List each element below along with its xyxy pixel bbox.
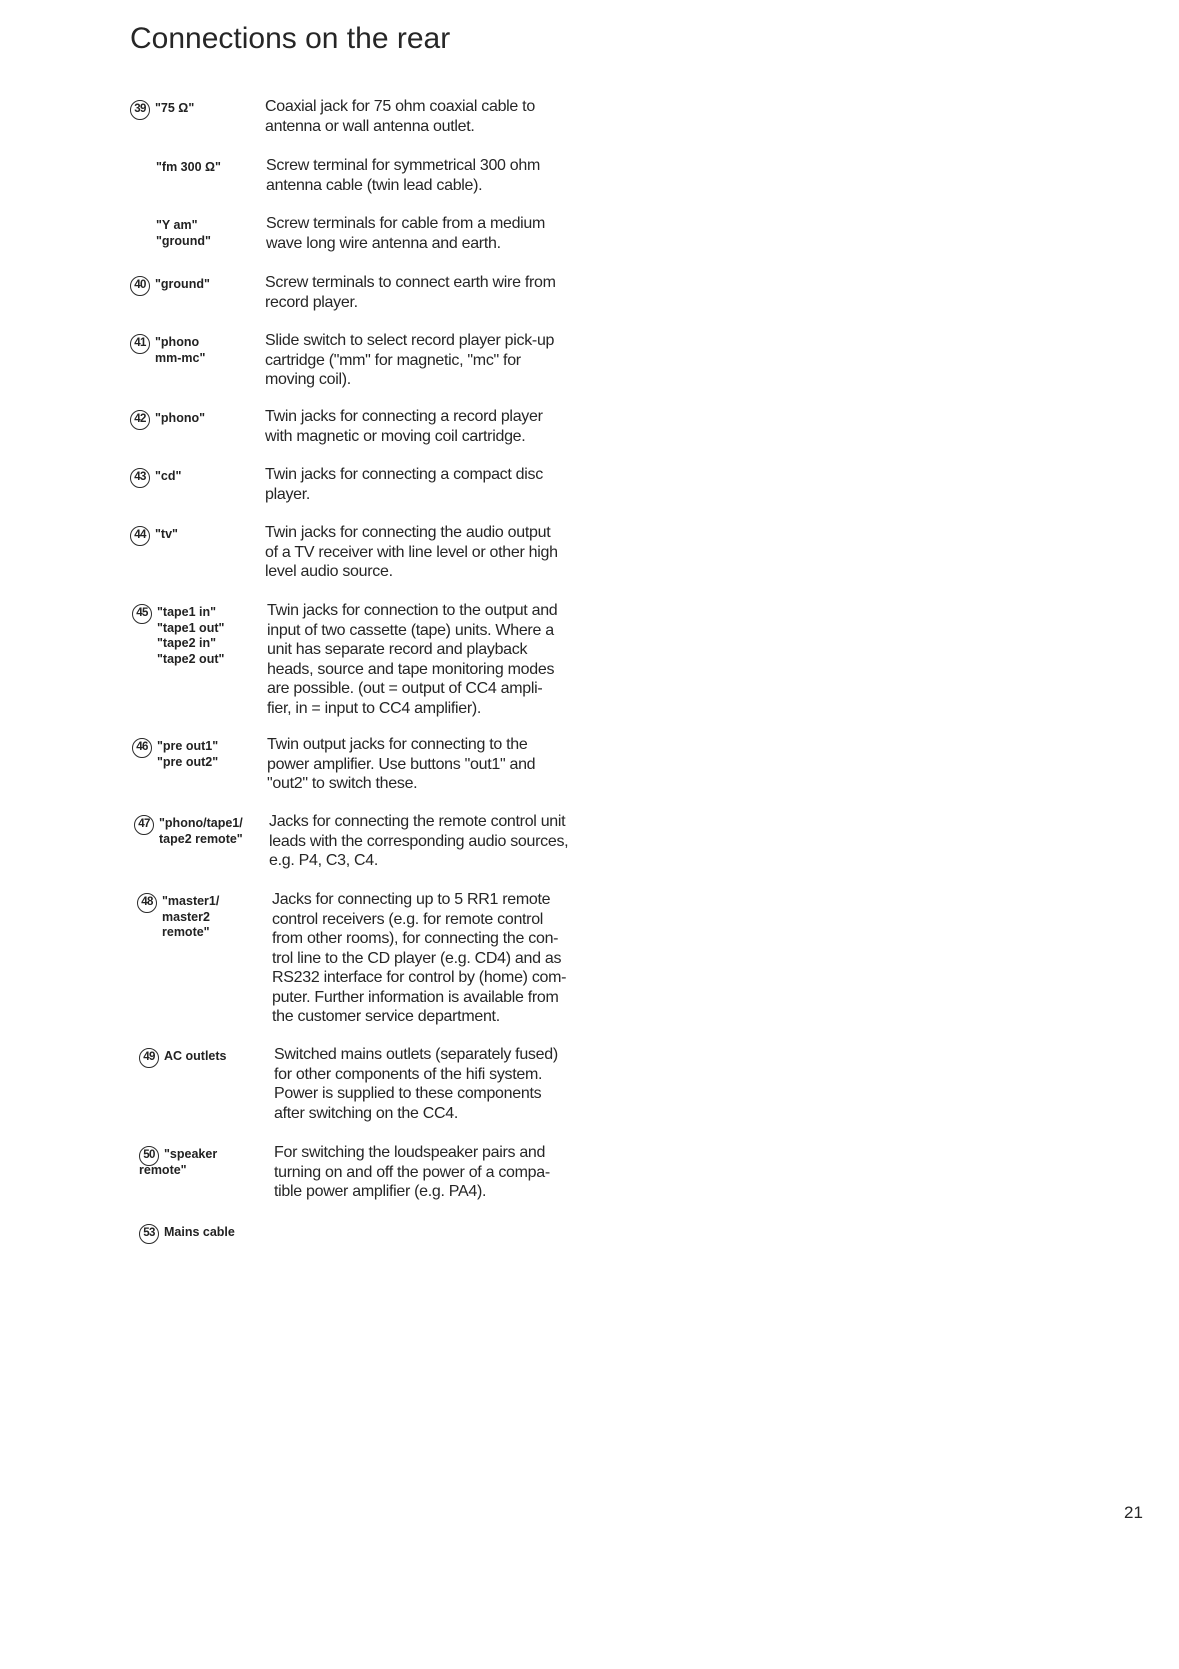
connector-label (155, 411, 205, 427)
connector-label-line: mm-mc" (155, 350, 206, 365)
connector-label-line: "tape1 in" (157, 605, 217, 619)
connector-label (155, 335, 205, 366)
description-line: Screw terminals to connect earth wire from (265, 274, 556, 291)
connector-description (272, 890, 566, 1027)
connector-label-line: Mains cable (164, 1225, 235, 1239)
connector-label-line: "tape2 in" (157, 636, 217, 650)
description-line: of a TV receiver with line level or other high (265, 543, 558, 561)
description-line: Jacks for connecting up to 5 RR1 remote (272, 891, 551, 908)
connector-label-line: tape2 remote" (159, 831, 243, 846)
description-line: heads, source and tape monitoring modes (267, 660, 555, 678)
item-number-badge: 49 (139, 1048, 159, 1068)
description-line: unit has separate record and playback (267, 641, 528, 658)
description-line: "out2" to switch these. (267, 775, 418, 792)
description-line: with magnetic or moving coil cartridge. (265, 427, 526, 445)
connector-label (157, 739, 218, 770)
description-line: wave long wire antenna and earth. (266, 234, 501, 252)
description-line: from other rooms), for connecting the con- (272, 930, 559, 947)
connector-label (155, 527, 178, 543)
connector-description (266, 156, 540, 195)
connector-description (269, 812, 568, 871)
connector-label (155, 277, 210, 293)
description-line: Slide switch to select record player pick-up (265, 332, 555, 349)
connector-label-line: "phono" (155, 411, 206, 425)
description-line: trol line to the CD player (e.g. CD4) and as (272, 949, 562, 967)
connector-description (266, 214, 545, 253)
item-number-badge: 43 (130, 468, 150, 488)
connector-label-line: AC outlets (164, 1049, 227, 1063)
description-line: the customer service department. (272, 1008, 500, 1025)
description-line: tible power amplifier (e.g. PA4). (274, 1183, 487, 1200)
connector-description (267, 601, 557, 718)
description-line: e.g. P4, C3, C4. (269, 852, 379, 869)
item-number-badge: 41 (130, 334, 150, 354)
connector-description (265, 331, 554, 390)
connector-label-line: master2 (162, 909, 210, 924)
item-number-badge: 50 (139, 1146, 159, 1166)
connector-description (265, 273, 556, 312)
connector-label-line: "cd" (155, 469, 182, 483)
connector-label (164, 1049, 227, 1065)
description-line: control receivers (e.g. for remote control (272, 910, 544, 928)
connector-label-line: "tv" (155, 527, 178, 541)
item-number-badge: 44 (130, 526, 150, 546)
page-number: 21 (1124, 1503, 1143, 1522)
item-number-badge: 42 (130, 410, 150, 430)
connector-label-line: "fm 300 Ω" (156, 160, 221, 174)
description-line: are possible. (out = output of CC4 ampli- (267, 680, 543, 697)
connector-description (274, 1045, 558, 1123)
connector-label-line: "tape2 out" (157, 651, 225, 666)
connector-label-line: "tape1 out" (157, 620, 225, 635)
connector-label-line: "speaker (164, 1147, 218, 1161)
description-line: for other components of the hifi system. (274, 1065, 543, 1083)
description-line: For switching the loudspeaker pairs and (274, 1144, 546, 1161)
connector-label-line: remote" (139, 1162, 187, 1177)
description-line: record player. (265, 293, 358, 311)
connector-label-line: "75 Ω" (155, 101, 195, 115)
connector-description (265, 407, 543, 446)
connector-label-line: "Y am" (156, 218, 198, 232)
connector-description (265, 465, 543, 504)
connector-description (265, 97, 535, 136)
description-line: Twin jacks for connection to the output and (267, 602, 558, 619)
description-line: Switched mains outlets (separately fused) (274, 1046, 558, 1063)
connector-label-line: "master1/ (162, 894, 220, 908)
item-number-badge: 46 (132, 738, 152, 758)
description-line: antenna cable (twin lead cable). (266, 176, 483, 194)
connector-label-line: "pre out1" (157, 739, 219, 753)
description-line: Screw terminal for symmetrical 300 ohm (266, 157, 541, 174)
connector-label (156, 160, 221, 176)
connector-label (162, 894, 219, 941)
connector-label-line: "ground" (155, 277, 210, 291)
description-line: Twin jacks for connecting a compact disc (265, 466, 543, 483)
connector-description (265, 523, 558, 582)
description-line: antenna or wall antenna outlet. (265, 117, 475, 135)
description-line: turning on and off the power of a compa- (274, 1163, 550, 1181)
description-line: leads with the corresponding audio sources, (269, 832, 569, 850)
description-line: Screw terminals for cable from a medium (266, 215, 546, 232)
item-number-badge: 45 (132, 604, 152, 624)
connector-label-line: "phono/tape1/ (159, 816, 243, 830)
description-line: cartridge ("mm" for magnetic, "mc" for (265, 351, 521, 369)
description-line: level audio source. (265, 563, 393, 580)
item-number-badge: 48 (137, 893, 157, 913)
connector-label (156, 218, 211, 249)
item-number-badge: 47 (134, 815, 154, 835)
description-line: after switching on the CC4. (274, 1104, 458, 1122)
description-line: player. (265, 485, 311, 503)
connector-label (164, 1225, 235, 1241)
connector-label-line: "ground" (156, 233, 211, 248)
description-line: Coaxial jack for 75 ohm coaxial cable to (265, 98, 535, 115)
description-line: RS232 interface for control by (home) com- (272, 969, 567, 986)
connector-label (155, 469, 181, 485)
description-line: fier, in = input to CC4 amplifier). (267, 699, 482, 717)
item-number-badge: 39 (130, 100, 150, 120)
connector-label (155, 101, 194, 117)
description-line: Twin jacks for connecting the audio output (265, 524, 551, 541)
connector-label (157, 605, 224, 667)
description-line: power amplifier. Use buttons "out1" and (267, 755, 536, 773)
description-line: Power is supplied to these components (274, 1085, 542, 1102)
item-number-badge: 53 (139, 1224, 159, 1244)
page-title: Connections on the rear (130, 22, 451, 55)
item-number-badge: 40 (130, 276, 150, 296)
connector-label-line: remote" (162, 925, 210, 939)
description-line: input of two cassette (tape) units. Where a (267, 621, 554, 639)
description-line: moving coil). (265, 371, 351, 388)
description-line: Twin output jacks for connecting to the (267, 736, 528, 753)
connector-label (159, 816, 243, 847)
connector-label-line: "pre out2" (157, 754, 219, 769)
connector-description (267, 735, 535, 794)
connector-label-line: "phono (155, 335, 200, 349)
connector-description (274, 1143, 550, 1202)
description-line: Twin jacks for connecting a record player (265, 408, 543, 425)
description-line: Jacks for connecting the remote control unit (269, 813, 566, 830)
description-line: puter. Further information is available from (272, 988, 559, 1006)
